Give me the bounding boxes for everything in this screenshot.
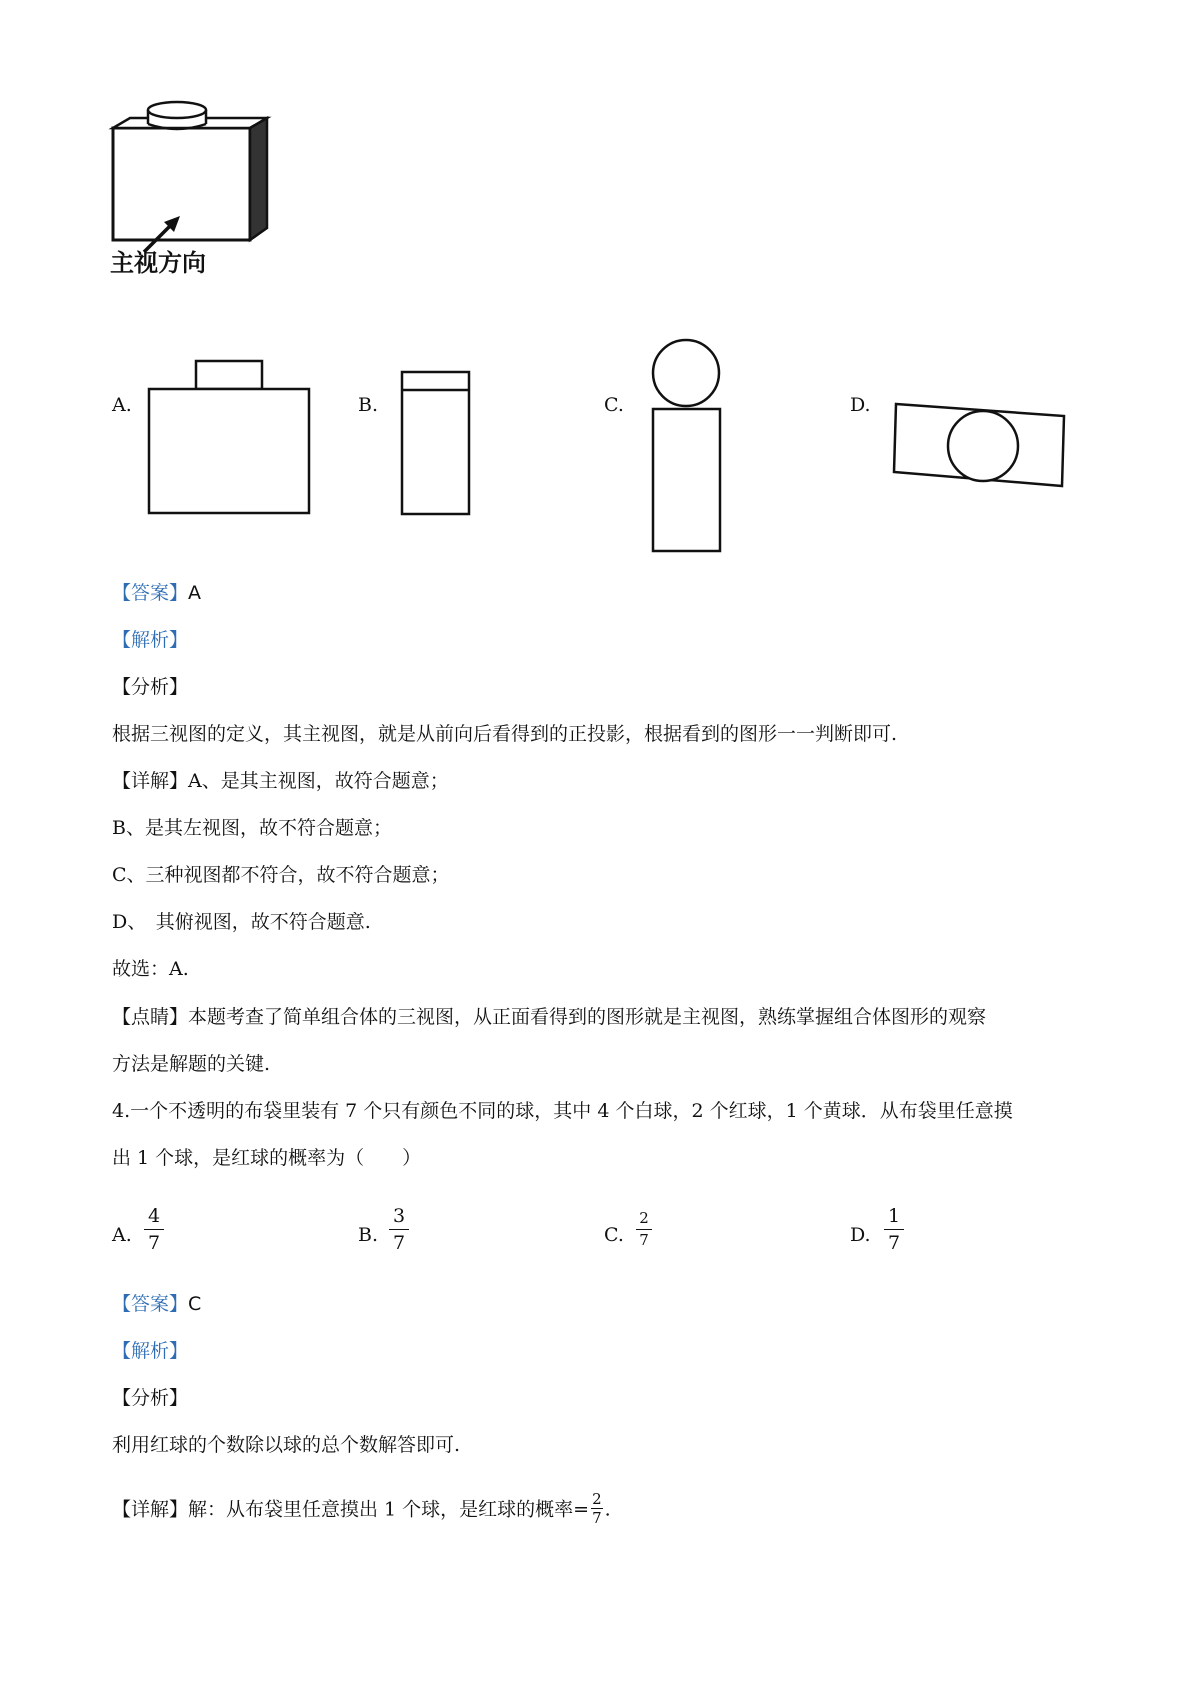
answer-value: C	[188, 1293, 202, 1315]
option-a-label: A.	[112, 394, 132, 416]
answer-value: A	[188, 582, 202, 604]
numerator: 4	[144, 1205, 164, 1230]
denominator: 7	[639, 1231, 649, 1249]
dianjing-tag: 【点睛】	[112, 1006, 189, 1028]
q4-analysis-tag: 【解析】	[112, 1340, 189, 1362]
q4-option-d-fraction	[884, 1205, 904, 1254]
q3-answer-line	[112, 579, 201, 607]
fenxi-tag: 【分析】	[112, 676, 189, 698]
denominator: 7	[147, 1232, 161, 1254]
q4-option-d-label: D.	[850, 1224, 871, 1246]
q4-fenxi-text: 利用红球的个数除以球的总个数解答即可.	[112, 1434, 461, 1456]
detail-fraction	[591, 1491, 603, 1526]
dianjing-line	[112, 1003, 986, 1031]
detail-tag: 【详解】	[112, 770, 189, 792]
fenxi-text: 根据三视图的定义，其主视图，就是从前向后看得到的正投影，根据看到的图形一一判断即可.	[112, 723, 898, 745]
denominator: 7	[887, 1232, 901, 1254]
q4-answer-line	[112, 1290, 201, 1318]
answer-tag: 【答案】	[112, 582, 189, 604]
numerator: 3	[389, 1205, 409, 1230]
conclusion: 故选：A.	[112, 958, 189, 980]
box-front	[113, 128, 250, 240]
cylinder-top	[148, 102, 206, 118]
detail-d: D、 其俯视图，故不符合题意.	[112, 911, 371, 933]
detail-c: C、三种视图都不符合，故不符合题意；	[112, 864, 450, 886]
detail-line	[112, 767, 449, 795]
denominator: 7	[392, 1232, 406, 1254]
q4-option-c-fraction	[636, 1210, 652, 1249]
dianjing-text: 本题考查了简单组合体的三视图，从正面看得到的图形就是主视图，熟练掌握组合体图形的观察	[188, 1006, 987, 1028]
numerator: 1	[884, 1205, 904, 1230]
denominator: 7	[592, 1509, 602, 1527]
q4-option-a-label: A.	[112, 1224, 132, 1246]
detail-b: B、是其左视图，故不符合题意；	[112, 817, 392, 839]
figure-caption: 主视方向	[110, 249, 206, 277]
option-a-figure	[145, 357, 315, 517]
dianjing-line-2: 方法是解题的关键.	[112, 1053, 271, 1075]
option-c-figure	[648, 337, 726, 555]
option-b-figure	[398, 368, 473, 518]
detail-suffix: .	[604, 1498, 611, 1521]
q4-option-c-label: C.	[604, 1224, 624, 1246]
option-d-label: D.	[850, 394, 871, 416]
option-c-label: C.	[604, 394, 624, 416]
q4-fenxi-tag: 【分析】	[112, 1387, 189, 1409]
answer-tag: 【答案】	[112, 1293, 189, 1315]
numerator: 2	[592, 1490, 602, 1508]
option-b-label: B.	[358, 394, 379, 416]
q4-option-b-fraction	[389, 1205, 409, 1254]
q4-detail-line	[112, 1490, 611, 1528]
detail-text: A、是其主视图，故符合题意；	[188, 770, 449, 792]
q4-stem-1: 4.一个不透明的布袋里装有 7 个只有颜色不同的球，其中 4 个白球，2 个红球，1 个黄球．从布袋里任意摸	[112, 1100, 1013, 1122]
numerator: 2	[636, 1210, 652, 1230]
box-side	[250, 118, 267, 240]
analysis-tag: 【解析】	[112, 629, 189, 651]
detail-tag: 【详解】	[112, 1498, 189, 1521]
q4-stem-2: 出 1 个球，是红球的概率为（ ）	[112, 1147, 422, 1169]
option-d-figure	[890, 400, 1070, 490]
q4-option-a-fraction	[144, 1205, 164, 1254]
detail-text: 解：从布袋里任意摸出 1 个球，是红球的概率=	[188, 1498, 590, 1521]
q4-option-b-label: B.	[358, 1224, 379, 1246]
